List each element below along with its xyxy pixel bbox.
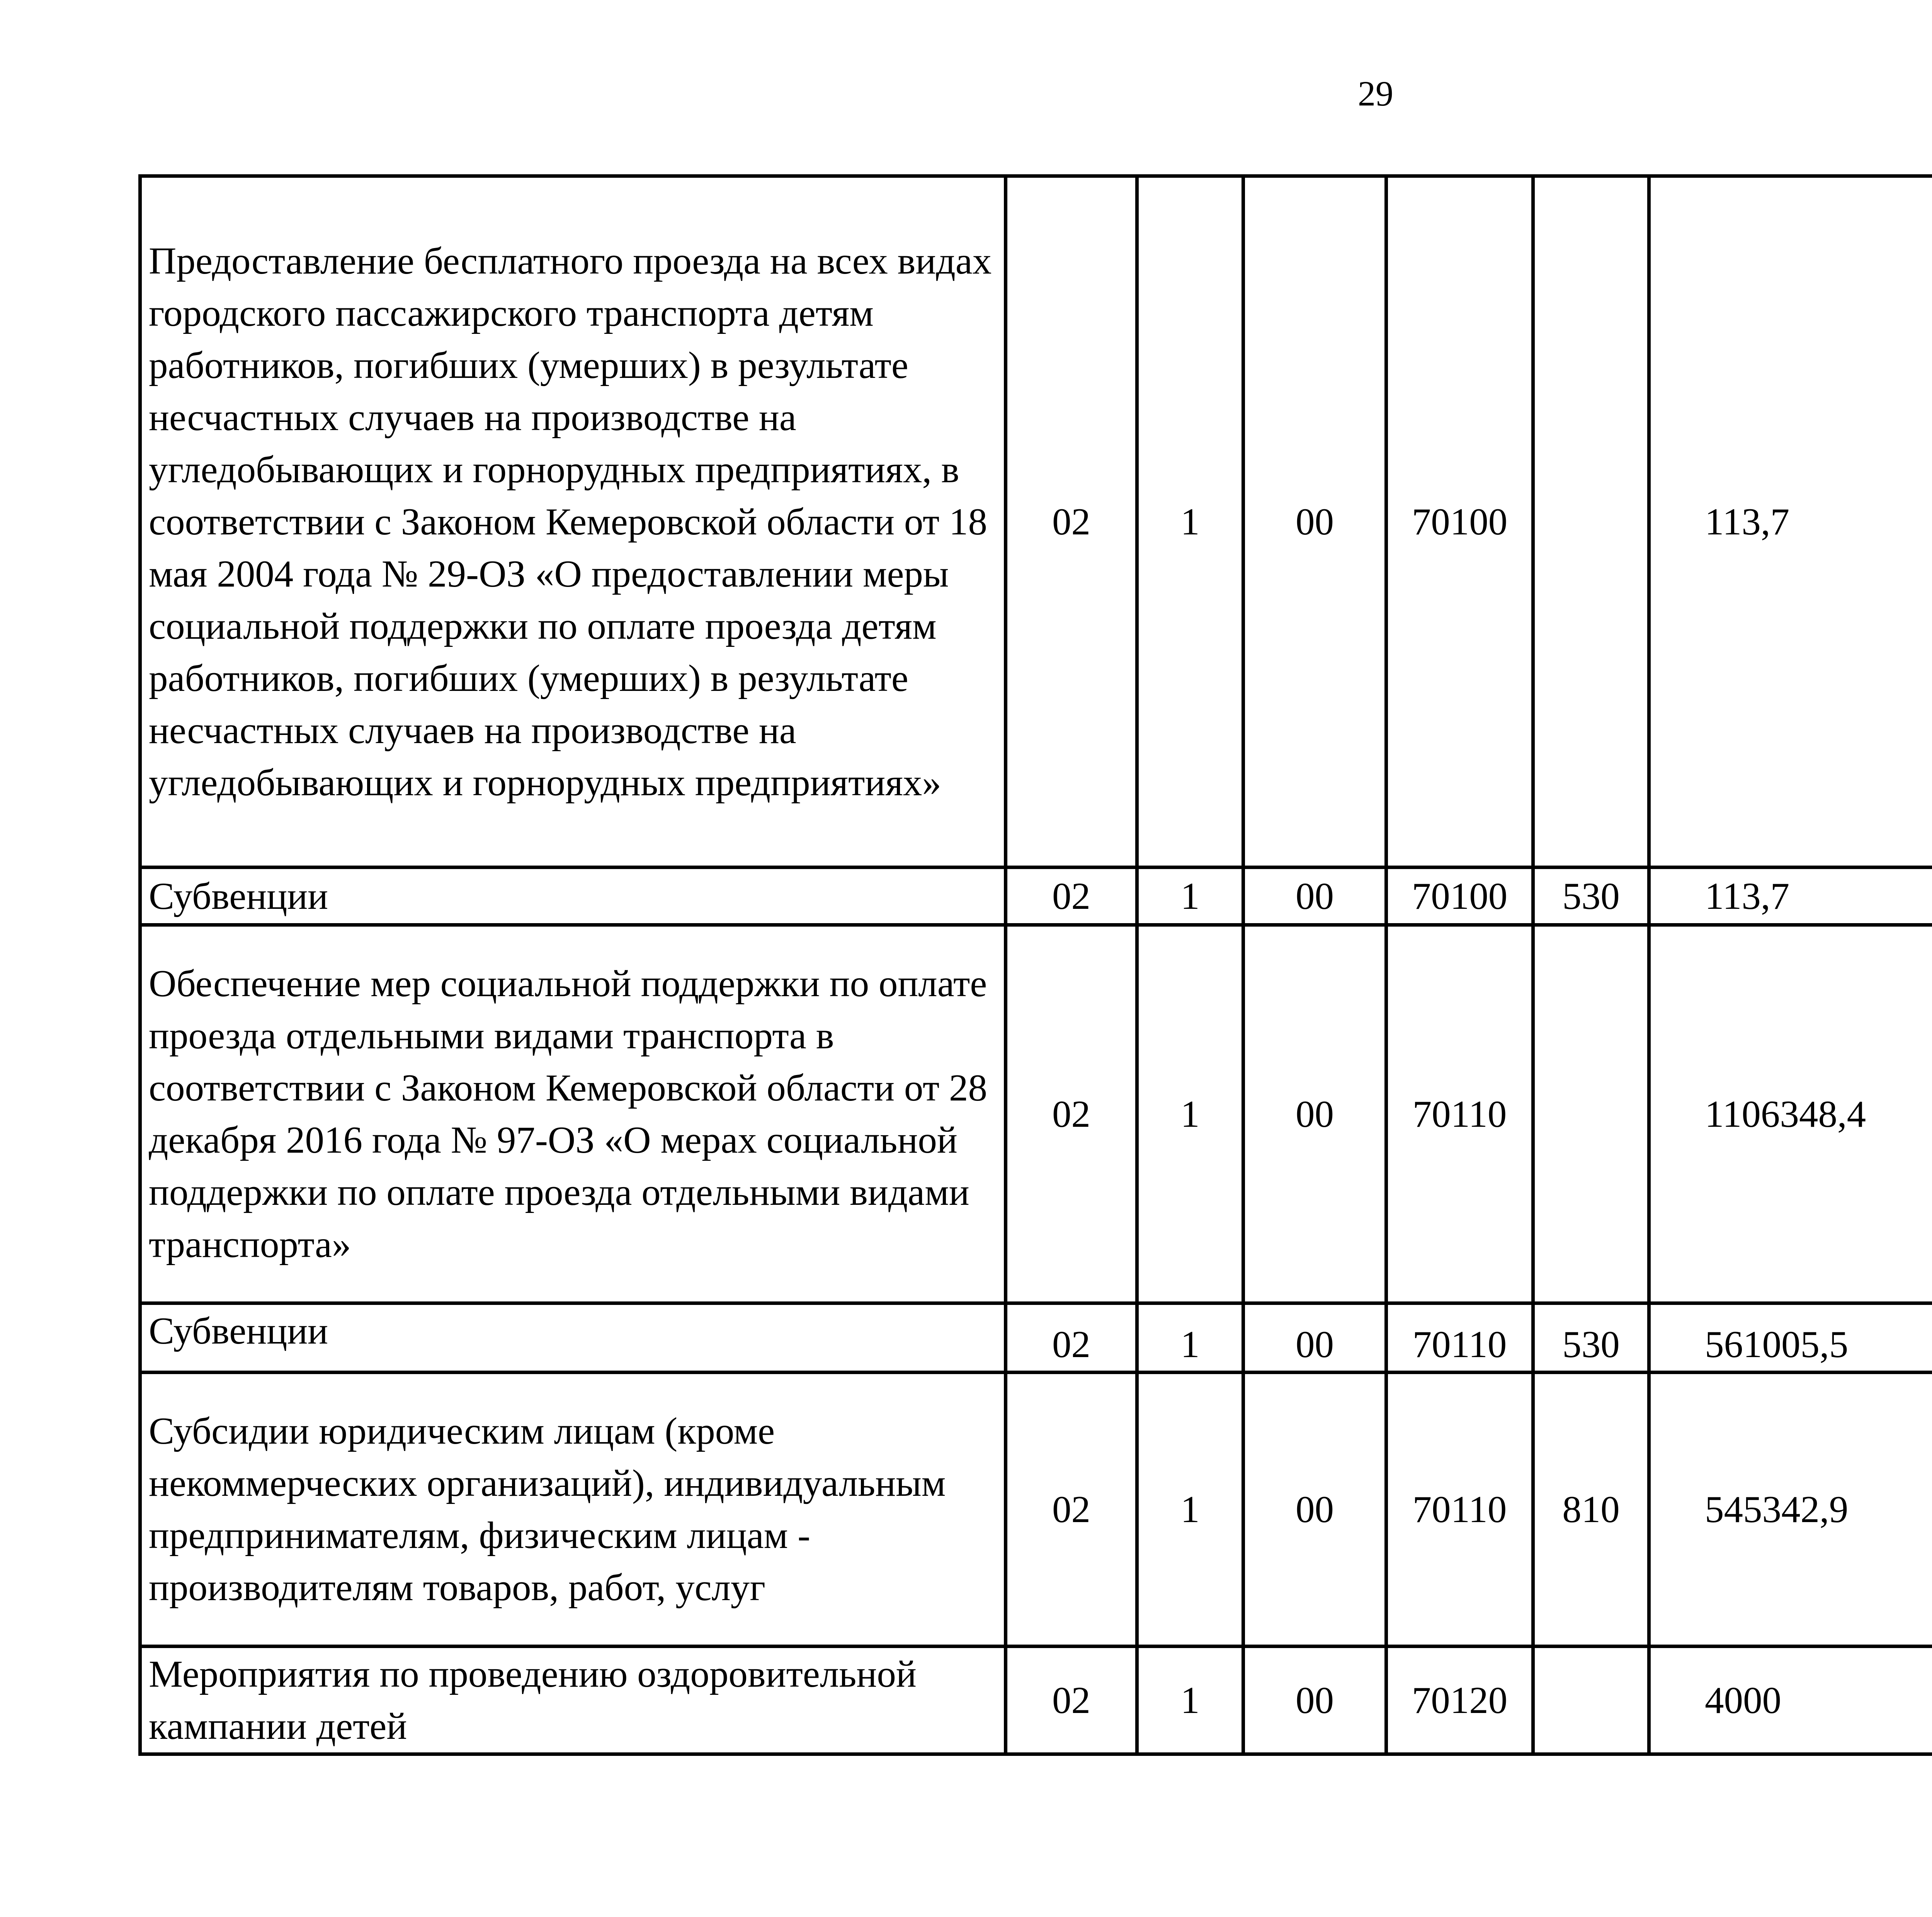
section-code: 02 (1006, 867, 1137, 925)
row-name: Предоставление бесплатного проезда на всех видах городского пассажирского транспорта детям работников, погибших (умерших) в результате несчастных случаев на производстве на угледобывающих и горнорудных предприятиях, в соответствии с Законом Кемеровской области от 18 мая 2004 года № 29-ОЗ «О предоставлении меры социальной поддержки по оплате проезда детям работников, погибших (умерших) в результате несчастных случаев на производстве на угледобывающих и горнорудных предприятиях» (140, 176, 1006, 867)
direction-code: 70110 (1386, 925, 1533, 1303)
subprogram-code: 00 (1243, 1647, 1386, 1754)
row-name: Субсидии юридическим лицам (кроме некоммерческих организаций), индивидуальным предпринимателям, физическим лицам - производителям товаров, работ, услуг (140, 1373, 1006, 1647)
table-row (140, 1303, 1932, 1373)
budget-table (138, 174, 1932, 1756)
row-name: Субвенции (140, 1303, 1006, 1373)
subprogram-code: 00 (1243, 925, 1386, 1303)
expense-type-code (1533, 925, 1649, 1303)
direction-code: 70100 (1386, 176, 1533, 867)
amount-year-1: 545342,9 (1649, 1373, 1932, 1647)
subprogram-code: 00 (1243, 1303, 1386, 1373)
expense-type-code (1533, 176, 1649, 867)
expense-type-code: 530 (1533, 867, 1649, 925)
amount-year-1: 113,7 (1649, 867, 1932, 925)
direction-code: 70110 (1386, 1303, 1533, 1373)
amount-year-1: 1106348,4 (1649, 925, 1932, 1303)
program-code: 1 (1137, 1373, 1243, 1647)
table-row (140, 176, 1932, 867)
section-code: 02 (1006, 1303, 1137, 1373)
table-row (140, 867, 1932, 925)
direction-code: 70110 (1386, 1373, 1533, 1647)
subprogram-code: 00 (1243, 867, 1386, 925)
amount-year-1: 561005,5 (1649, 1303, 1932, 1373)
subprogram-code: 00 (1243, 1373, 1386, 1647)
amount-year-1: 113,7 (1649, 176, 1932, 867)
row-name: Субвенции (140, 867, 1006, 925)
section-code: 02 (1006, 1647, 1137, 1754)
direction-code: 70100 (1386, 867, 1533, 925)
expense-type-code: 810 (1533, 1373, 1649, 1647)
section-code: 02 (1006, 925, 1137, 1303)
program-code: 1 (1137, 867, 1243, 925)
row-name: Мероприятия по проведению оздоровительной кампании детей (140, 1647, 1006, 1754)
page-number: 29 (1358, 74, 1393, 113)
program-code: 1 (1137, 1303, 1243, 1373)
table-row (140, 925, 1932, 1303)
expense-type-code (1533, 1647, 1649, 1754)
section-code: 02 (1006, 1373, 1137, 1647)
section-code: 02 (1006, 176, 1137, 867)
subprogram-code: 00 (1243, 176, 1386, 867)
table-row (140, 1647, 1932, 1754)
program-code: 1 (1137, 925, 1243, 1303)
program-code: 1 (1137, 176, 1243, 867)
program-code: 1 (1137, 1647, 1243, 1754)
amount-year-1: 4000 (1649, 1647, 1932, 1754)
direction-code: 70120 (1386, 1647, 1533, 1754)
expense-type-code: 530 (1533, 1303, 1649, 1373)
table-row (140, 1373, 1932, 1647)
row-name: Обеспечение мер социальной поддержки по оплате проезда отдельными видами транспорта в соответствии с Законом Кемеровской области от 28 декабря 2016 года № 97-ОЗ «О мерах социальной поддержки по оплате проезда отдельными видами транспорта» (140, 925, 1006, 1303)
